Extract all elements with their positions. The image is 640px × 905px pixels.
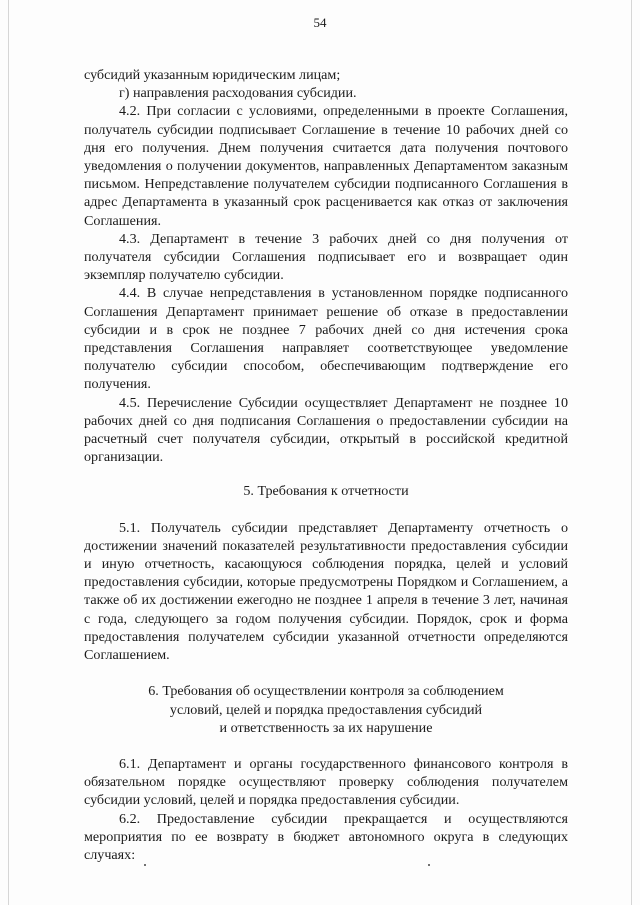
paragraph-6-1: 6.1. Департамент и органы государственного финансового контроля в обязательном порядке осуществляют проверку соблюдения получателем субсидии условий, целей и порядка предоставления субсидии.: [84, 755, 568, 809]
page-number: 54: [313, 15, 327, 30]
document-body: [84, 66, 568, 864]
paragraph-continuation: субсидий указанным юридическим лицам;: [84, 67, 341, 83]
paragraph-4-4: 4.4. В случае непредставления в установленном порядке подписанного Соглашения Департамент принимает решение об отказе в предоставлении субсидии и в срок не позднее 7 рабочих дней со дня истечения срока представления Соглашения направляет соответствующее уведомление получателю субсидии способом, обеспечивающим подтверждение его получения.: [84, 285, 568, 393]
scan-speck: [428, 864, 430, 866]
paragraph-4-2: 4.2. При согласии с условиями, определенными в проекте Соглашения, получатель субсидии подписывает Соглашение в течение 10 рабочих дней со дня его получения. Днем получения считается дата получения почтового уведомления о получении документов, направленных Департаментом заказным письмом. Непредставление получателем субсидии подписанного Соглашения в адрес Департамента в указанный срок расценивается как отказ от заключения Соглашения.: [84, 103, 568, 229]
paragraph-4-5: 4.5. Перечисление Субсидии осуществляет Департамент не позднее 10 рабочих дней со дня подписания Соглашения о предоставлении субсидии на расчетный счет получателя субсидии, открытый в российской кредитной организации.: [84, 394, 568, 466]
section-6-heading-line: и ответственность за их нарушение: [219, 719, 433, 736]
page-right-edge: [631, 0, 632, 905]
paragraph-6-2: 6.2. Предоставление субсидии прекращается и осуществляются мероприятия по ее возврату в бюджет автономного округа в следующих случаях:: [84, 810, 568, 863]
paragraph-4-3: 4.3. Департамент в течение 3 рабочих дней со дня получения от получателя субсидии Соглашения подписывает его и возвращает один экземпляр получателю субсидии.: [84, 230, 568, 284]
section-6-heading-line: условий, целей и порядка предоставления субсидий: [169, 701, 483, 718]
paragraph-item-g: г) направления расходования субсидии.: [119, 85, 357, 102]
paragraph-5-1: 5.1. Получатель субсидии представляет Департаменту отчетность о достижении значений показателей результативности предоставления субсидии и иную отчетность, касающуюся соблюдения порядка, целей и условий предоставления субсидии, которые предусмотрены Порядком и Соглашением, а также об их достижении ежегодно не позднее 1 апреля в течение 3 лет, начиная с года, следующего за годом получения субсидии. Порядок, срок и форма предоставления получателем субсидии указанной отчетности определяются Соглашением.: [84, 519, 568, 664]
section-6-heading: [84, 682, 568, 737]
page-left-edge: [8, 0, 9, 905]
section-5-heading: 5. Требования к отчетности: [243, 483, 409, 500]
section-6-heading-line: 6. Требования об осуществлении контроля за соблюдением: [148, 683, 504, 700]
scan-speck: [144, 864, 146, 866]
